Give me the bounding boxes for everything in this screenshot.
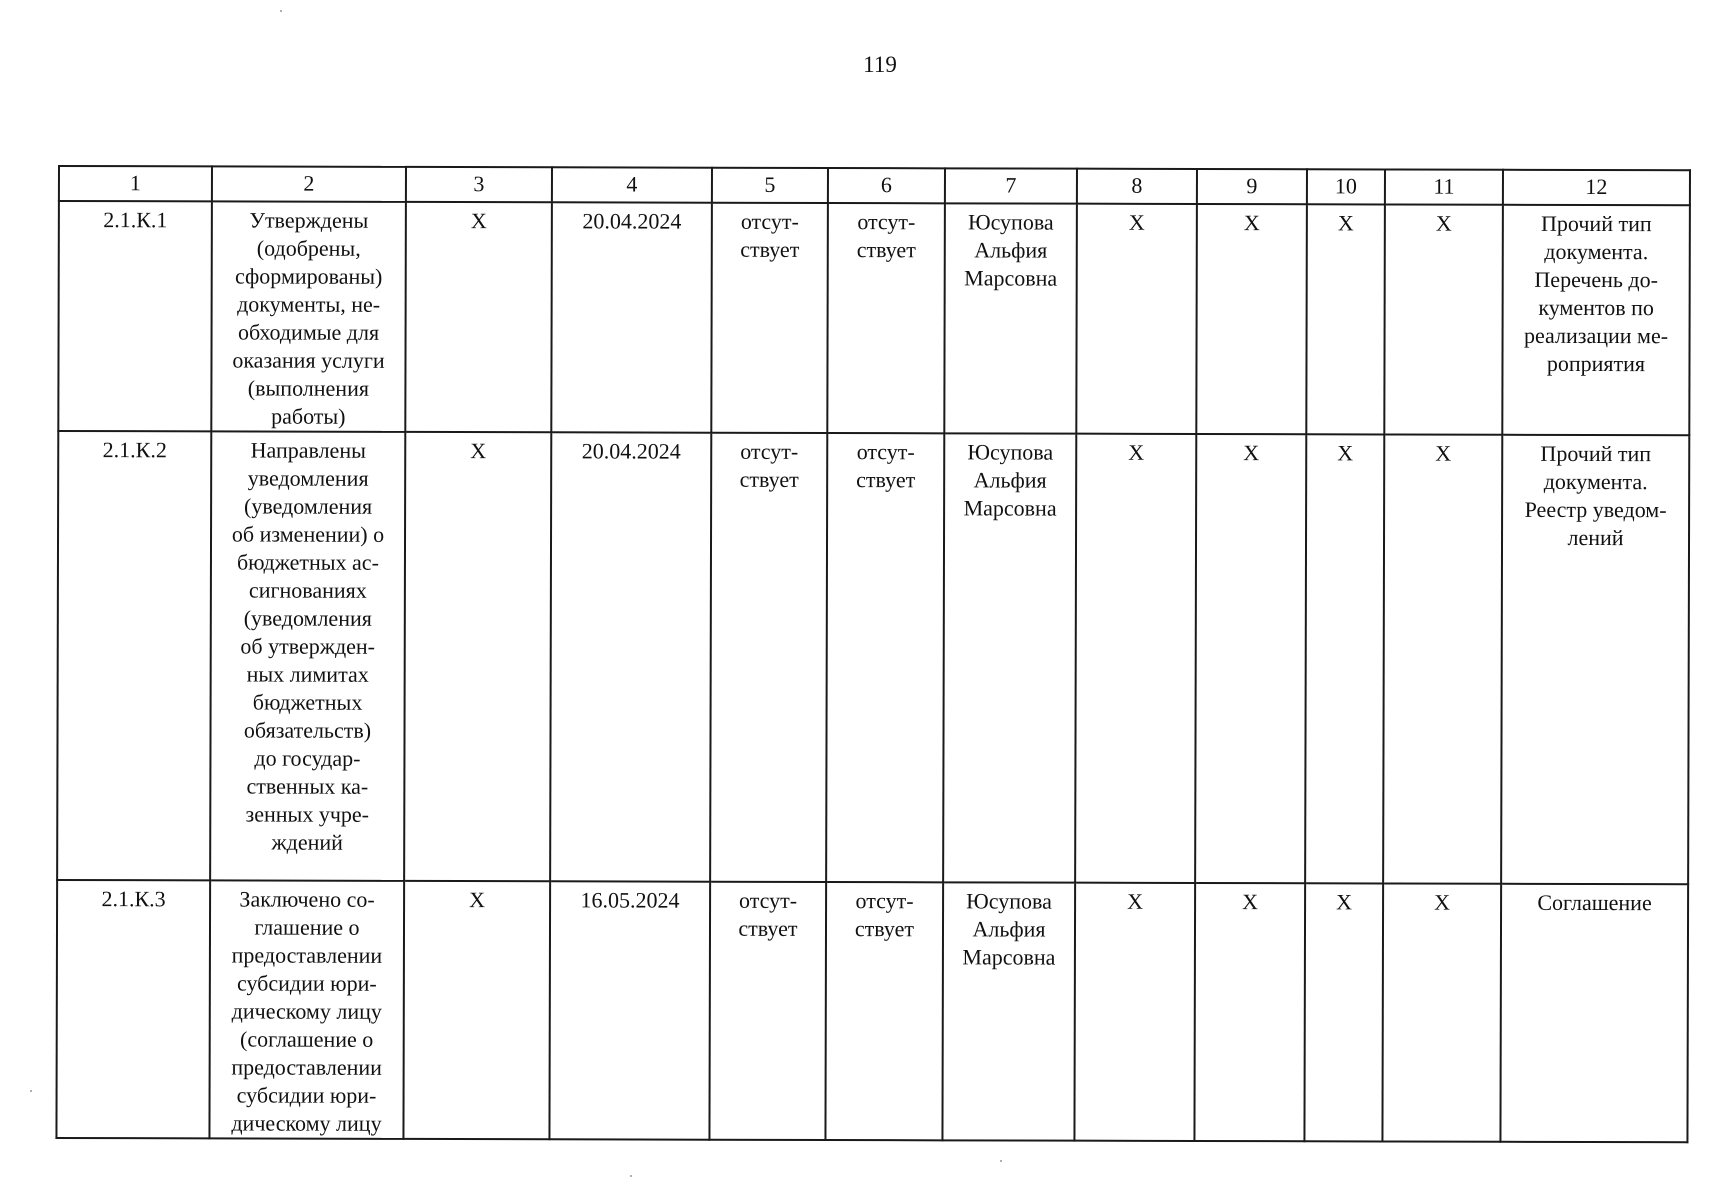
table-row <box>58 201 1690 435</box>
absent-cell: отсут- ствует <box>711 203 828 433</box>
doc-type-cell: Соглашение <box>1500 884 1688 1142</box>
description-cell: Заключено со- глашение о предоставлении субсидии юри- дическому лицу (соглашение о предоставлении субсидии юри- дическому лицу <box>209 880 404 1139</box>
doc-type-cell: Прочий тип документа. Реестр уведом- лений <box>1501 435 1689 884</box>
table-row <box>56 880 1688 1142</box>
date-cell: 20.04.2024 <box>551 202 712 432</box>
x-cell: X <box>1074 883 1195 1141</box>
absent-cell: отсут- ствует <box>825 882 943 1140</box>
date-cell: 20.04.2024 <box>550 432 711 881</box>
code-cell: 2.1.К.3 <box>56 880 210 1138</box>
x-cell: X <box>404 432 551 881</box>
header-cell: 2 <box>212 166 406 202</box>
x-cell: X <box>1305 434 1384 883</box>
x-cell: X <box>1382 883 1501 1141</box>
absent-cell: отсут- ствует <box>826 433 944 882</box>
header-cell: 12 <box>1503 170 1690 205</box>
doc-type-cell: Прочий тип документа. Перечень до- кументов по реализации ме- роприятия <box>1502 205 1690 435</box>
header-cell: 7 <box>945 168 1077 203</box>
absent-cell: отсут- ствует <box>710 433 827 882</box>
x-cell: X <box>1304 883 1383 1141</box>
responsible-cell: Юсупова Альфия Марсовна <box>944 203 1077 433</box>
x-cell: X <box>403 881 550 1139</box>
header-cell: 5 <box>712 168 828 203</box>
header-cell: 6 <box>828 168 945 203</box>
scan-speck <box>30 1090 32 1092</box>
x-cell: X <box>1384 204 1503 434</box>
page-number: 119 <box>863 52 897 77</box>
header-cell: 10 <box>1307 169 1385 204</box>
header-cell: 3 <box>406 167 552 202</box>
scan-speck <box>280 10 282 12</box>
x-cell: X <box>1383 434 1502 883</box>
header-cell: 9 <box>1197 169 1307 204</box>
date-cell: 16.05.2024 <box>549 881 710 1139</box>
header-cell: 4 <box>552 167 712 202</box>
header-cell: 1 <box>59 166 212 201</box>
description-cell: Направлены уведомления (уведомления об изменении) о бюджетных ас- сигнованиях (уведомления об утвержден- ных лимитах бюджетных обязательств) до государ- ственных ка- зенных учре- ждений <box>210 431 405 881</box>
header-cell: 11 <box>1385 169 1503 204</box>
absent-cell: отсут- ствует <box>709 882 826 1140</box>
x-cell: X <box>1196 204 1307 434</box>
x-cell: X <box>1306 204 1385 434</box>
table-row <box>57 431 1689 884</box>
x-cell: X <box>1076 204 1197 434</box>
scan-speck <box>1000 1160 1002 1162</box>
header-row <box>59 166 1690 205</box>
x-cell: X <box>1195 434 1306 883</box>
code-cell: 2.1.К.2 <box>57 431 211 880</box>
responsible-cell: Юсупова Альфия Марсовна <box>943 433 1076 882</box>
code-cell: 2.1.К.1 <box>58 201 212 431</box>
header-cell: 8 <box>1077 169 1197 204</box>
x-cell: X <box>405 202 552 432</box>
scan-speck <box>630 1175 632 1177</box>
responsible-cell: Юсупова Альфия Марсовна <box>942 882 1075 1140</box>
x-cell: X <box>1075 434 1196 883</box>
document-table <box>55 165 1691 1143</box>
x-cell: X <box>1194 883 1305 1141</box>
absent-cell: отсут- ствует <box>827 203 945 433</box>
description-cell: Утверждены (одобрены, сформированы) документы, не- обходимые для оказания услуги (выполнения работы) <box>211 201 406 432</box>
